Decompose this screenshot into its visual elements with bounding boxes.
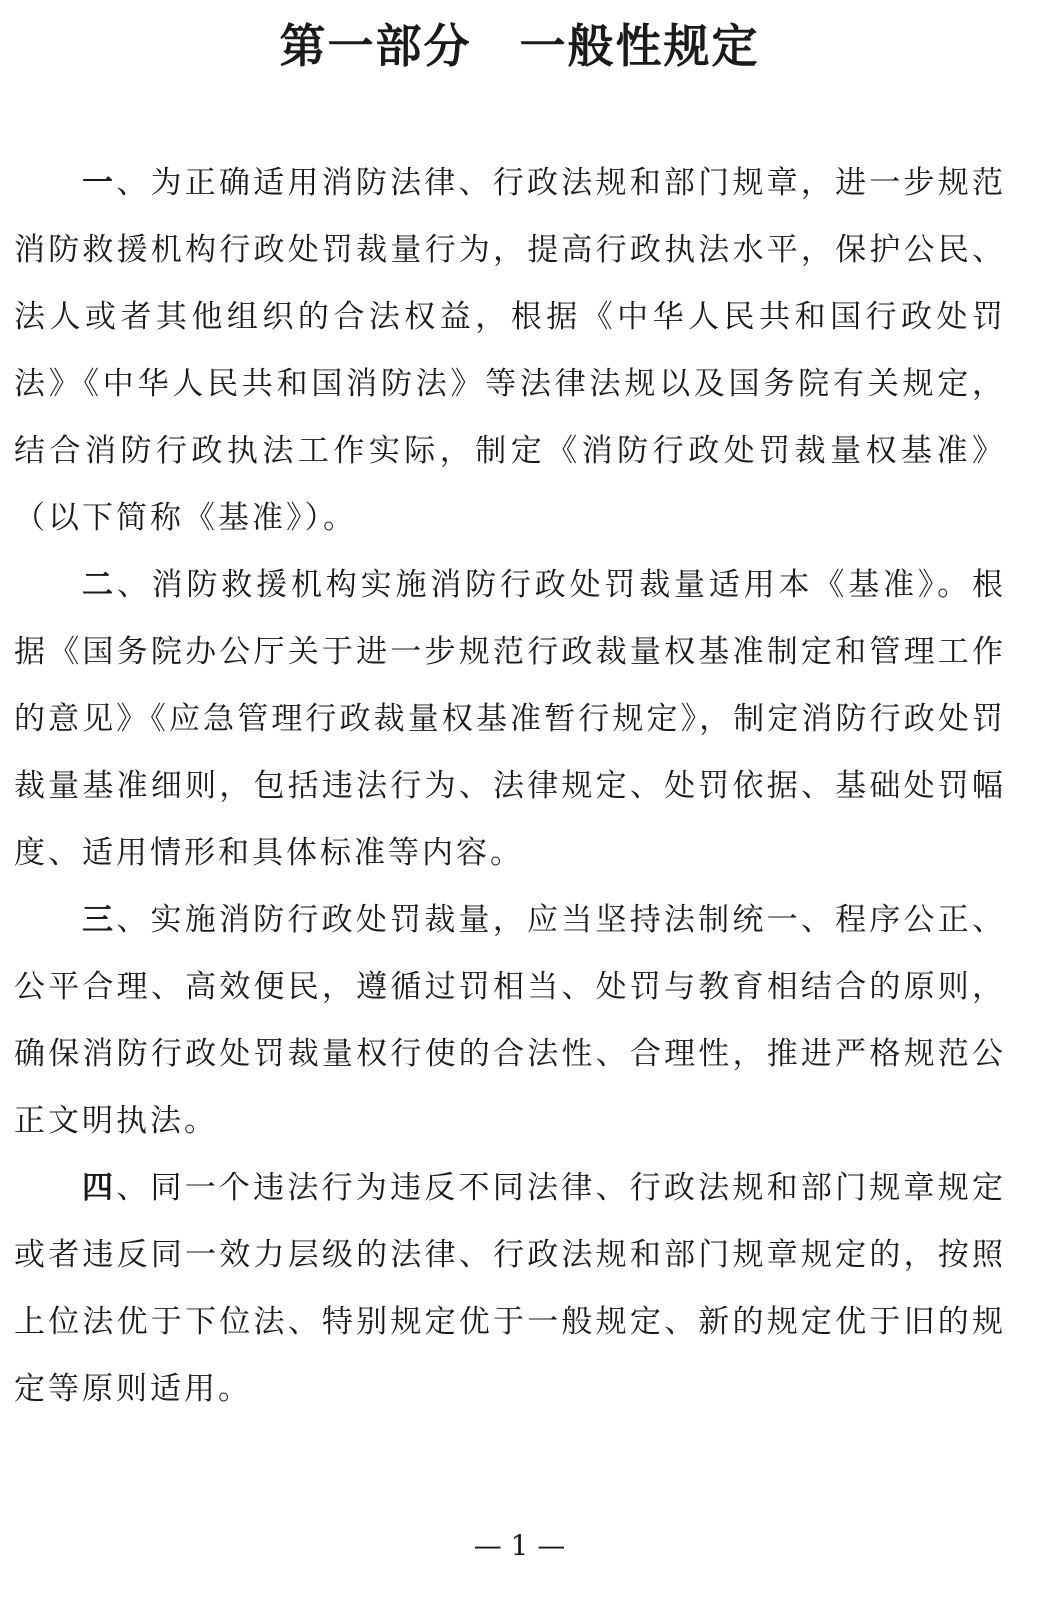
paragraph-3 <box>14 887 1006 1155</box>
paragraph-text: 、为正确适用消防法律、行政法规和部门规章，进一步规范消防救援机构行政处罚裁量行为，提高行政执法水平，保护公民、法人或者其他组织的合法权益，根据《中华人民共和国行政处罚法》《中华人民共和国消防法》等法律法规以及国务院有关规定，结合消防行政执法工作实际，制定《消防行政处罚裁量权基准》（以下简称《基准》）。 <box>14 165 1007 536</box>
paragraph-number: 三 <box>82 902 117 938</box>
page-number: — 1 — <box>473 1529 566 1562</box>
paragraph-number: 一 <box>82 165 117 201</box>
paragraph-number: 二 <box>82 567 117 603</box>
paragraph-1 <box>14 150 1006 552</box>
paragraph-number: 四 <box>82 1170 117 1206</box>
paragraph-text: 、实施消防行政处罚裁量，应当坚持法制统一、程序公正、公平合理、高效便民，遵循过罚相当、处罚与教育相结合的原则，确保消防行政处罚裁量权行使的合法性、合理性，推进严格规范公正文明执法。 <box>14 902 1007 1139</box>
document-body <box>14 150 1006 1423</box>
page-title: 第一部分 一般性规定 <box>279 19 760 73</box>
paragraph-2 <box>14 552 1006 887</box>
paragraph-text: 、同一个违法行为违反不同法律、行政法规和部门规章规定或者违反同一效力层级的法律、行政法规和部门规章规定的，按照上位法优于下位法、特别规定优于一般规定、新的规定优于旧的规定等原则适用。 <box>14 1170 1007 1407</box>
paragraph-4 <box>14 1155 1006 1423</box>
paragraph-text: 、消防救援机构实施消防行政处罚裁量适用本《基准》。根据《国务院办公厅关于进一步规范行政裁量权基准制定和管理工作的意见》《应急管理行政裁量权基准暂行规定》，制定消防行政处罚裁量基准细则，包括违法行为、法律规定、处罚依据、基础处罚幅度、适用情形和具体标准等内容。 <box>14 567 1006 871</box>
